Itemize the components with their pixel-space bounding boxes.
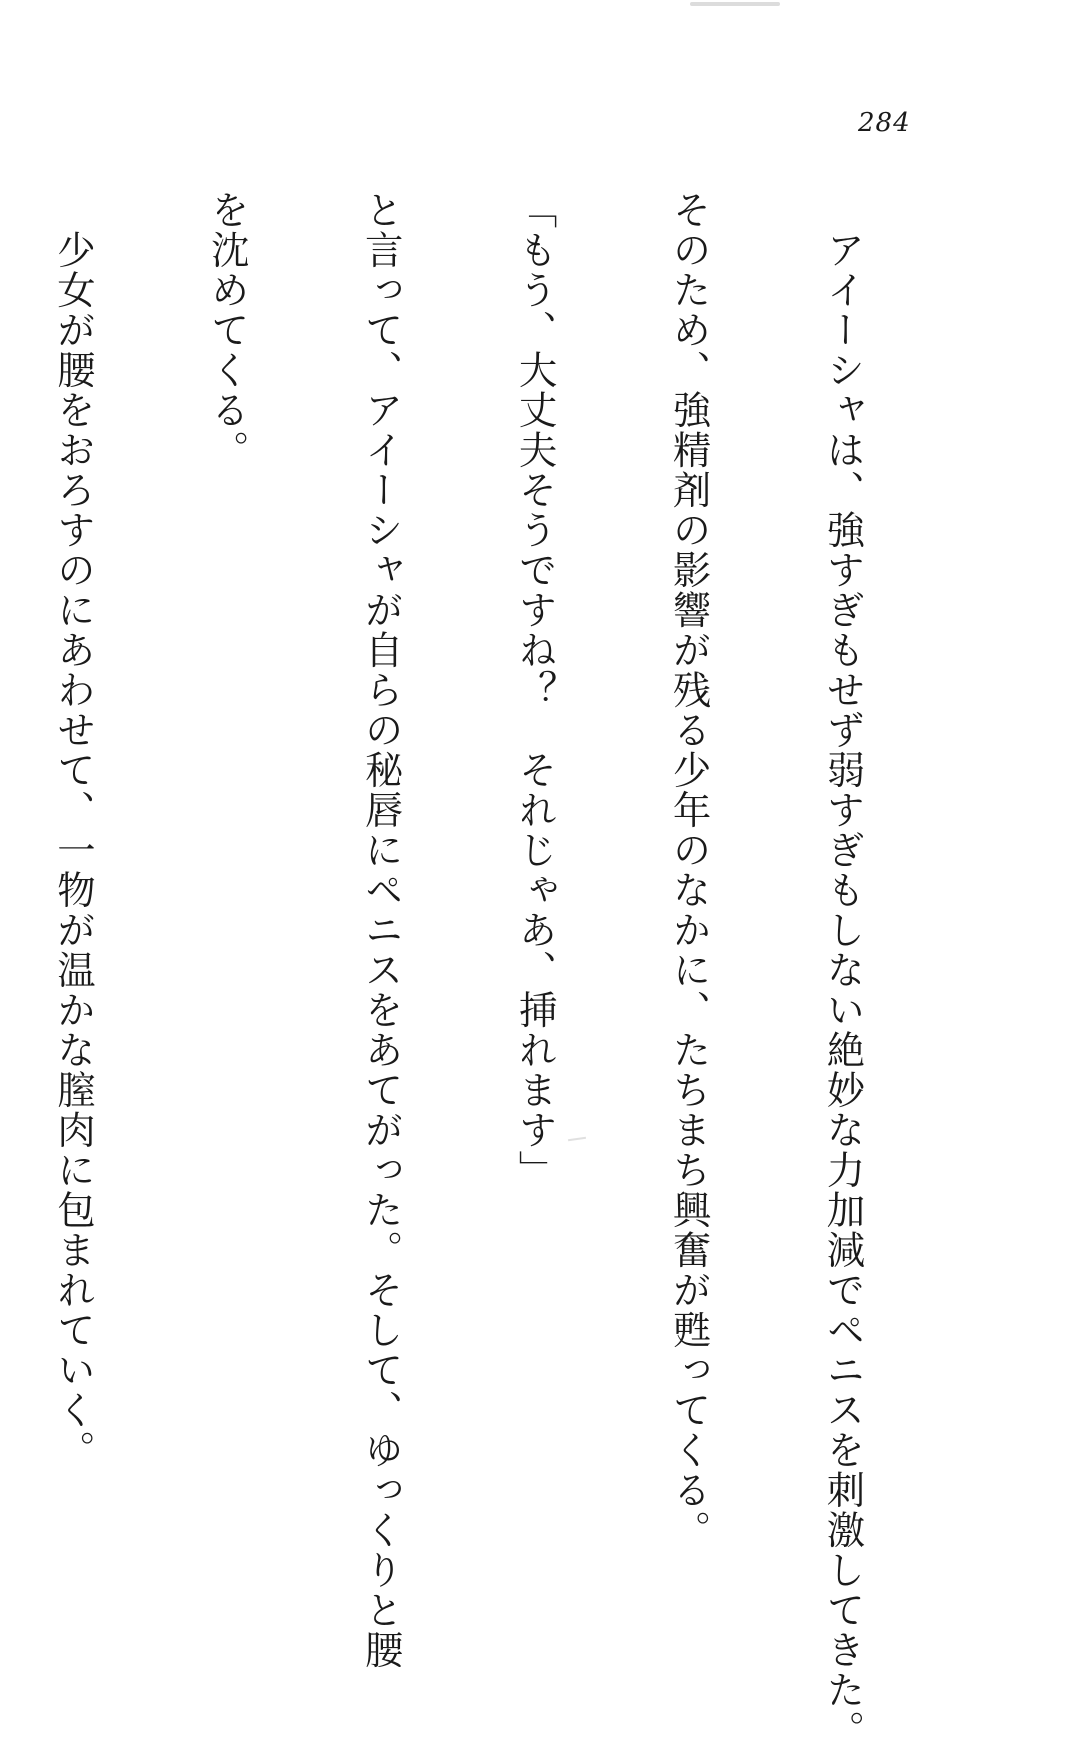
page-number: 284	[858, 108, 911, 138]
text-line: を沈めてくる。	[203, 190, 249, 470]
text-line: と言って、アイーシャが自らの秘唇にペニスをあてがった。そして、ゆっくりと腰	[357, 190, 403, 1670]
text-line: そのため、強精剤の影響が残る少年のなかに、たちまち興奮が甦ってくる。	[665, 190, 711, 1550]
text-line: アイーシャは、強すぎもせず弱すぎもしない絶妙な力加減でペニスを刺激してきた。	[819, 190, 865, 1750]
scan-edge-mark	[690, 2, 780, 6]
text-line: 「もう、大丈夫そうですね？ それじゃあ、挿れます」	[511, 190, 557, 1190]
body-text	[0, 190, 970, 1750]
text-line: 少女が腰をおろすのにあわせて、一物が温かな膣肉に包まれていく。	[49, 190, 95, 1470]
